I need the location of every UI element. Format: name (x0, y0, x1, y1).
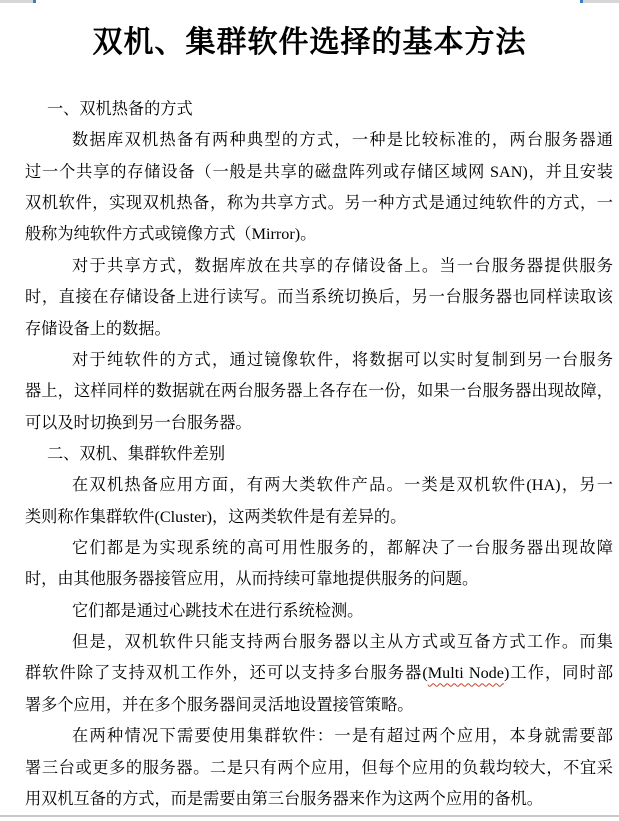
document-body (25, 94, 613, 815)
text-line: 用双机互备的方式，而是需要由第三台服务器来作为这两个应用的备机。 (25, 789, 543, 808)
text-line: 器上，这样同样的数据就在两台服务器上各存在一份，如果一台服务器出现故障， (25, 382, 613, 401)
text-line: 存储设备上的数据。 (25, 319, 171, 338)
text-line: 类则称作集群软件(Cluster)，这两类软件是有差异的。 (25, 507, 407, 526)
text-segment: )工作，同时部 (503, 664, 613, 683)
page-bottom-border (0, 815, 619, 817)
text-line: 但是，双机软件只能支持两台服务器以主从方式或互备方式工作。而集 (72, 633, 613, 652)
misspelled-term: Multi Node (427, 664, 504, 683)
text-line (25, 658, 613, 689)
text-line: 它们都是为实现系统的高可用性服务的，都解决了一台服务器出现故障 (72, 539, 613, 558)
text-line: 署三台或更多的服务器。二是只有两个应用，但每个应用的负载均较大，不宜采 (25, 758, 613, 777)
text-line: 对于共享方式，数据库放在共享的存储设备上。当一台服务器提供服务 (72, 256, 613, 275)
text-line: 时，由其他服务器接管应用，从而持续可靠地提供服务的问题。 (25, 570, 479, 589)
window-edge-fragment-left (0, 0, 33, 3)
window-edge-fragment-right (583, 0, 619, 3)
text-line: 过一个共享的存储设备（一般是共享的磁盘阵列或存储区域网 SAN)，并且安装 (25, 162, 613, 181)
text-line: 时，直接在存储设备上进行读写。而当系统切换后，另一台服务器也同样读取该 (25, 288, 613, 307)
text-segment: 群软件除了支持双机工作外，还可以支持多台服务器( (25, 664, 428, 683)
document-title: 双机、集群软件选择的基本方法 (92, 26, 527, 59)
text-line: 它们都是通过心跳技术在进行系统检测。 (72, 601, 364, 620)
window-edge-blue-mark (33, 0, 36, 3)
text-line: 双机软件，实现双机热备，称为共享方式。另一种方式是通过纯软件的方式，一 (25, 194, 613, 213)
window-edge-blue-mark (580, 0, 583, 3)
text-line: 般称为纯软件方式或镜像方式（Mirror)。 (25, 225, 317, 244)
text-line: 数据库双机热备有两种典型的方式，一种是比较标准的，两台服务器通 (72, 131, 613, 150)
text-line: 在双机热备应用方面，有两大类软件产品。一类是双机软件(HA)，另一 (72, 476, 613, 495)
text-line: 可以及时切换到另一台服务器。 (25, 413, 252, 432)
text-line: 对于纯软件的方式，通过镜像软件，将数据可以实时复制到另一台服务 (72, 350, 613, 369)
text-line: 在两种情况下需要使用集群软件：一是有超过两个应用，本身就需要部 (72, 727, 613, 746)
text-line: 署多个应用，并在多个服务器间灵活地设置接管策略。 (25, 695, 414, 714)
section-heading-2: 二、双机、集群软件差别 (47, 444, 226, 463)
section-heading-1: 一、双机热备的方式 (47, 100, 193, 118)
